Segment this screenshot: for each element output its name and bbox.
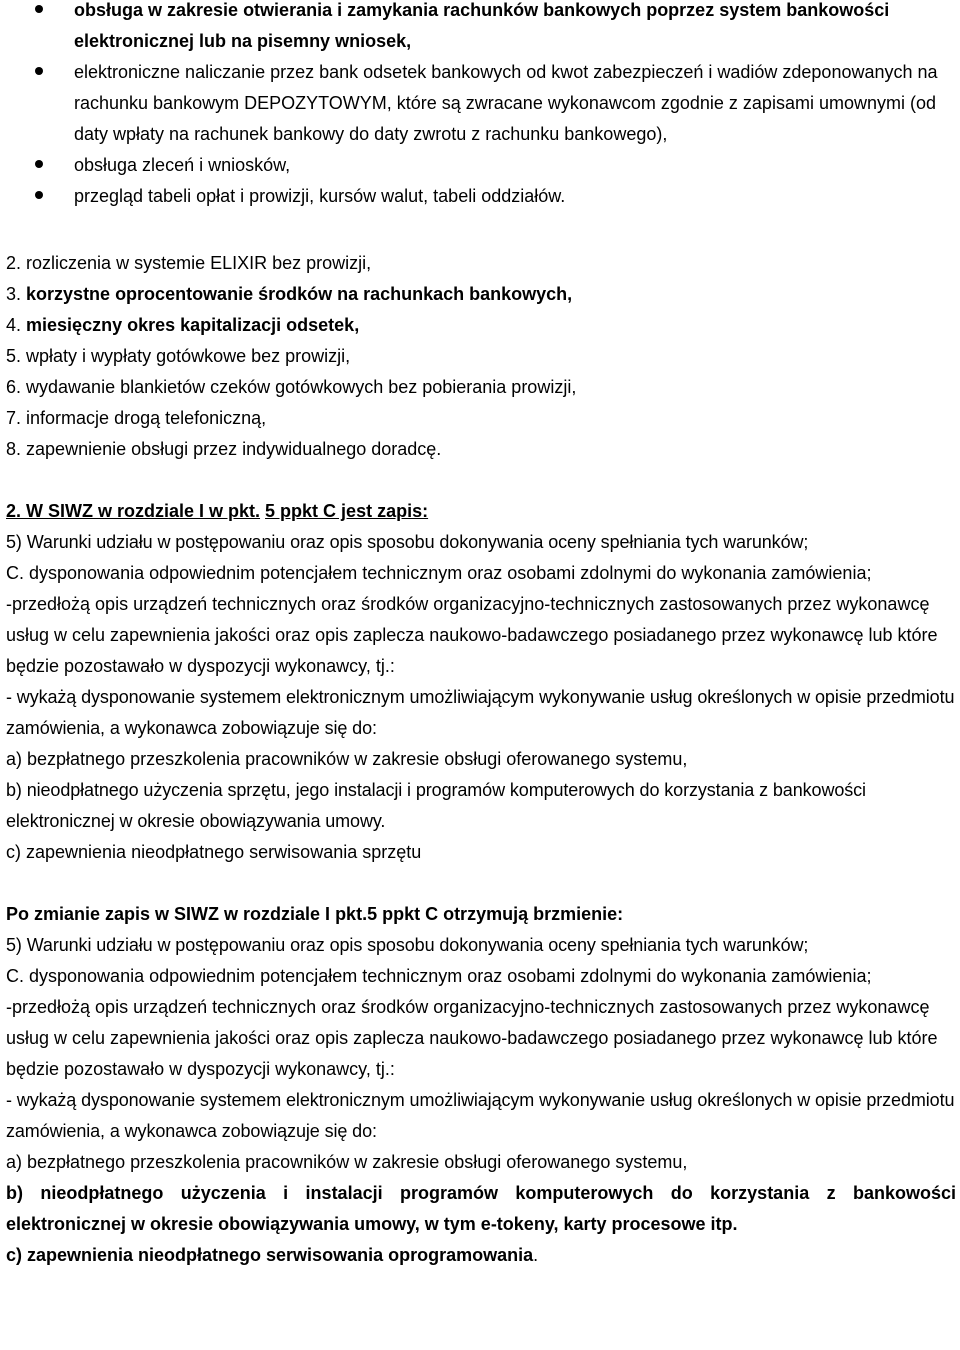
bullet-item (0, 57, 960, 150)
bullet-item (0, 0, 960, 57)
item-text: miesięczny okres kapitalizacji odsetek, (26, 315, 360, 335)
numbered-item (0, 279, 960, 310)
section-heading (0, 496, 960, 527)
clause-item-a: a) bezpłatnego przeszkolenia pracowników w zakresie obsługi oferowanego systemu, (6, 1152, 688, 1172)
bullet-text: obsługa w zakresie otwierania i zamykania rachunków bankowych poprzez system bankowości elektronicznej lub na pisemny wniosek, (74, 0, 890, 51)
item-number: 8. (6, 439, 22, 459)
bullet-item (0, 181, 960, 212)
spacer (0, 217, 960, 248)
clause-line: 5) Warunki udziału w postępowaniu oraz opis sposobu dokonywania oceny spełniania tych warunków; (6, 532, 809, 552)
item-text: wydawanie blankietów czeków gotówkowych bez pobierania prowizji, (26, 377, 577, 397)
bullet-text: elektroniczne naliczanie przez bank odsetek bankowych od kwot zabezpieczeń i wadiów zdeponowanych na rachunku bankowym DEPOZYTOWYM, które są zwracane wykonawcom zgodnie z zapisami umownymi (od daty wpłaty na rachunek bankowy do daty zwrotu z rachunku bankowego), (74, 62, 938, 144)
clause-line: - wykażą dysponowanie systemem elektronicznym umożliwiającym wykonywanie usług określonych w opisie przedmiotu zamówienia, a wykonawca zobowiązuje się do: (6, 687, 955, 738)
spacer (0, 465, 960, 496)
bullet-item (0, 150, 960, 181)
clause-line: - wykażą dysponowanie systemem elektronicznym umożliwiającym wykonywanie usług określonych w opisie przedmiotu zamówienia, a wykonawca zobowiązuje się do: (6, 1090, 955, 1141)
item-text: rozliczenia w systemie ELIXIR bez prowizji, (26, 253, 372, 273)
item-text: zapewnienie obsługi przez indywidualnego doradcę. (26, 439, 442, 459)
numbered-item (0, 434, 960, 465)
item-number: 4. (6, 315, 22, 335)
clause-line: 5) Warunki udziału w postępowaniu oraz opis sposobu dokonywania oceny spełniania tych warunków; (6, 935, 809, 955)
section-heading-part1: 2. W SIWZ w rozdziale I w pkt. (6, 501, 261, 521)
item-text: korzystne oprocentowanie środków na rachunkach bankowych, (26, 284, 573, 304)
item-number: 7. (6, 408, 22, 428)
clause-item-b: b) nieodpłatnego użyczenia i instalacji programów komputerowych do korzystania z bankowości elektronicznej w okresie obowiązywania umowy, w tym e-tokeny, karty procesowe itp. (6, 1183, 956, 1234)
amended-heading: Po zmianie zapis w SIWZ w rozdziale I pkt.5 ppkt C otrzymują brzmienie: (6, 904, 624, 924)
clause-line: C. dysponowania odpowiednim potencjałem technicznym oraz osobami zdolnymi do wykonania zamówienia; (6, 563, 872, 583)
item-number: 5. (6, 346, 22, 366)
item-number: 6. (6, 377, 22, 397)
item-number: 3. (6, 284, 22, 304)
bullet-icon (35, 191, 43, 199)
item-number: 2. (6, 253, 22, 273)
section-heading-part2: 5 ppkt C jest zapis: (265, 501, 429, 521)
clause-item-a: a) bezpłatnego przeszkolenia pracowników w zakresie obsługi oferowanego systemu, (6, 749, 688, 769)
clause-item-c (0, 1240, 960, 1271)
bullet-text: przegląd tabeli opłat i prowizji, kursów walut, tabeli oddziałów. (74, 186, 566, 206)
amended-clause (0, 930, 960, 1271)
numbered-item (0, 403, 960, 434)
spacer (0, 868, 960, 899)
item-text: informacje drogą telefoniczną, (26, 408, 267, 428)
clause-line: -przedłożą opis urządzeń technicznych oraz środków organizacyjno-technicznych zastosowanych przez wykonawcę usług w celu zapewnienia jakości oraz opis zaplecza naukowo-badawczego posiadanego przez wykonawcę lub które będzie pozostawało w dyspozycji wykonawcy, tj.: (6, 997, 938, 1079)
bullet-text: obsługa zleceń i wniosków, (74, 155, 291, 175)
clause-item-c-text: c) zapewnienia nieodpłatnego serwisowania oprogramowania (6, 1245, 534, 1265)
numbered-item (0, 372, 960, 403)
bullet-icon (35, 160, 43, 168)
bullet-icon (35, 5, 43, 13)
bullet-list (0, 0, 960, 212)
numbered-item (0, 341, 960, 372)
original-clause (0, 527, 960, 868)
numbered-list (0, 248, 960, 465)
clause-item-c-end: . (533, 1245, 539, 1265)
numbered-item (0, 248, 960, 279)
clause-item-c: c) zapewnienia nieodpłatnego serwisowania sprzętu (6, 842, 422, 862)
clause-line: C. dysponowania odpowiednim potencjałem technicznym oraz osobami zdolnymi do wykonania zamówienia; (6, 966, 872, 986)
item-text: wpłaty i wypłaty gotówkowe bez prowizji, (26, 346, 351, 366)
bullet-icon (35, 67, 43, 75)
clause-line: -przedłożą opis urządzeń technicznych oraz środków organizacyjno-technicznych zastosowanych przez wykonawcę usług w celu zapewnienia jakości oraz opis zaplecza naukowo-badawczego posiadanego przez wykonawcę lub które będzie pozostawało w dyspozycji wykonawcy, tj.: (6, 594, 938, 676)
clause-item-b: b) nieodpłatnego użyczenia sprzętu, jego instalacji i programów komputerowych do korzystania z bankowości elektronicznej w okresie obowiązywania umowy. (6, 780, 866, 831)
numbered-item (0, 310, 960, 341)
